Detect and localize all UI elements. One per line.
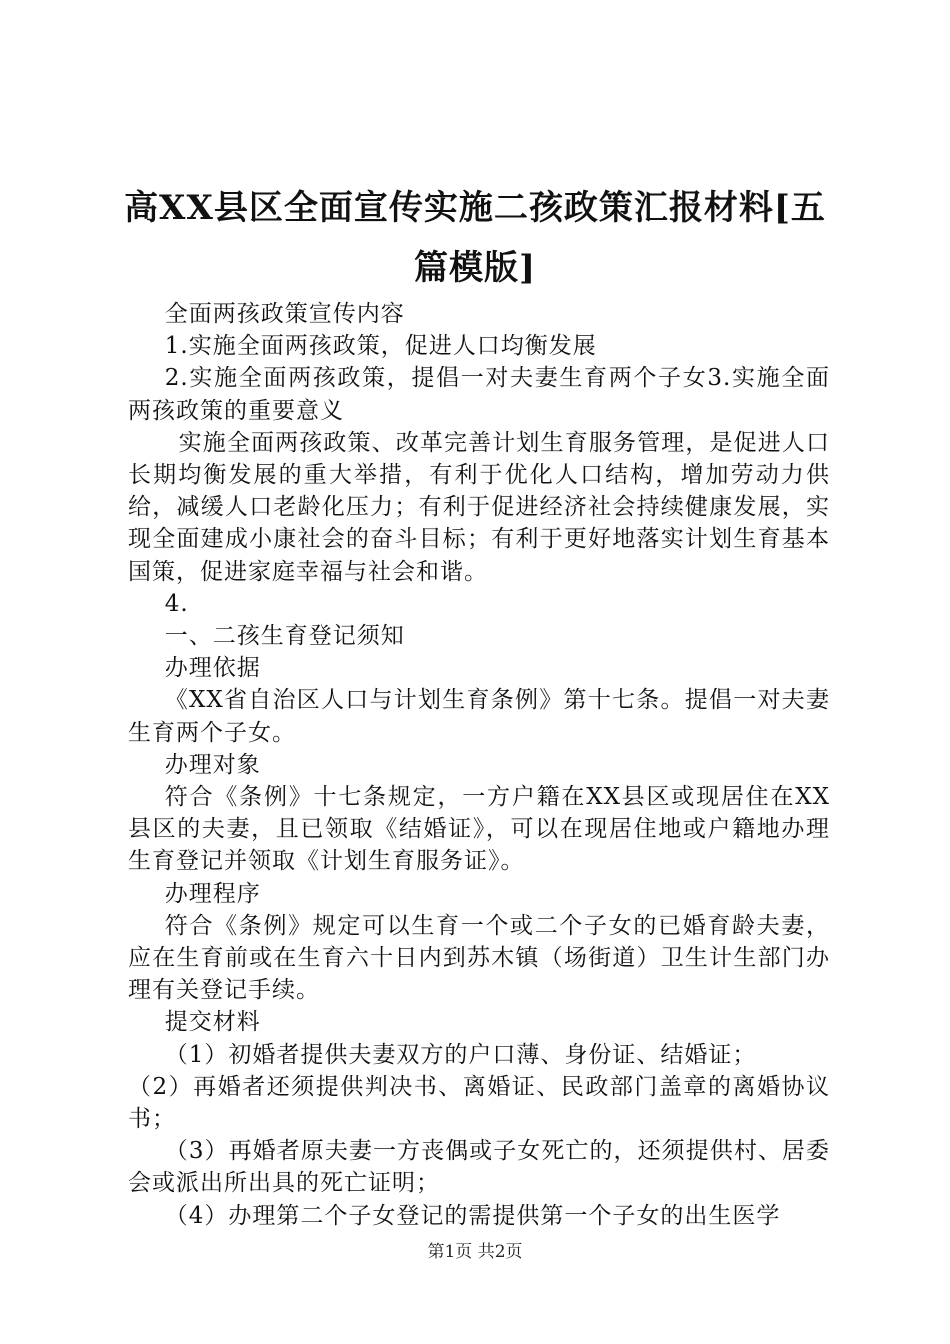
paragraph: 全面两孩政策宣传内容 <box>164 301 405 327</box>
list-item: （1）初婚者提供夫妻双方的户口薄、身份证、结婚证； <box>164 1041 757 1068</box>
paragraph: 符合《条例》十七条规定，一方户籍在XX县区或现居住在XX县区的夫妻，且已领取《结婚证》，可以在现居住地或户籍地办理生育登记并领取《计划生育服务证》。 <box>128 784 830 875</box>
subheading: 提交材料 <box>164 1009 261 1036</box>
paragraph: 2.实施全面两孩政策，提倡一对夫妻生育两个子女3.实施全面两孩政策的重要意义 <box>128 365 830 424</box>
document-body <box>128 298 830 1232</box>
subheading: 办理对象 <box>164 751 261 778</box>
paragraph: 4. <box>164 590 189 617</box>
paragraph: 实施全面两孩政策、改革完善计划生育服务管理，是促进人口长期均衡发展的重大举措，有利于优化人口结构，增加劳动力供给，减缓人口老龄化压力；有利于促进经济社会持续健康发展，实现全面建成小康社会的奋斗目标；有利于更好地落实计划生育基本国策，促进家庭幸福与社会和谐。 <box>128 429 830 585</box>
list-item: （2）再婚者还须提供判决书、离婚证、民政部门盖章的离婚协议书； <box>128 1073 830 1133</box>
document-title: 高XX县区全面宣传实施二孩政策汇报材料[五篇模版] <box>124 188 826 288</box>
paragraph: 《XX省自治区人口与计划生育条例》第十七条。提倡一对夫妻生育两个子女。 <box>128 687 830 746</box>
list-item: （4）办理第二个子女登记的需提供第一个子女的出生医学 <box>164 1202 781 1229</box>
page-footer: 第1页 共2页 <box>427 1242 523 1262</box>
section-heading: 一、二孩生育登记须知 <box>164 623 405 650</box>
subheading: 办理程序 <box>164 880 261 907</box>
subheading: 办理依据 <box>164 655 261 682</box>
list-item: （3）再婚者原夫妻一方丧偶或子女死亡的，还须提供村、居委会或派出所出具的死亡证明； <box>128 1138 830 1197</box>
paragraph: 1.实施全面两孩政策，促进人口均衡发展 <box>164 333 597 360</box>
paragraph: 符合《条例》规定可以生育一个或二个子女的已婚育龄夫妻，应在生育前或在生育六十日内到苏木镇（场街道）卫生计生部门办理有关登记手续。 <box>128 912 830 1004</box>
